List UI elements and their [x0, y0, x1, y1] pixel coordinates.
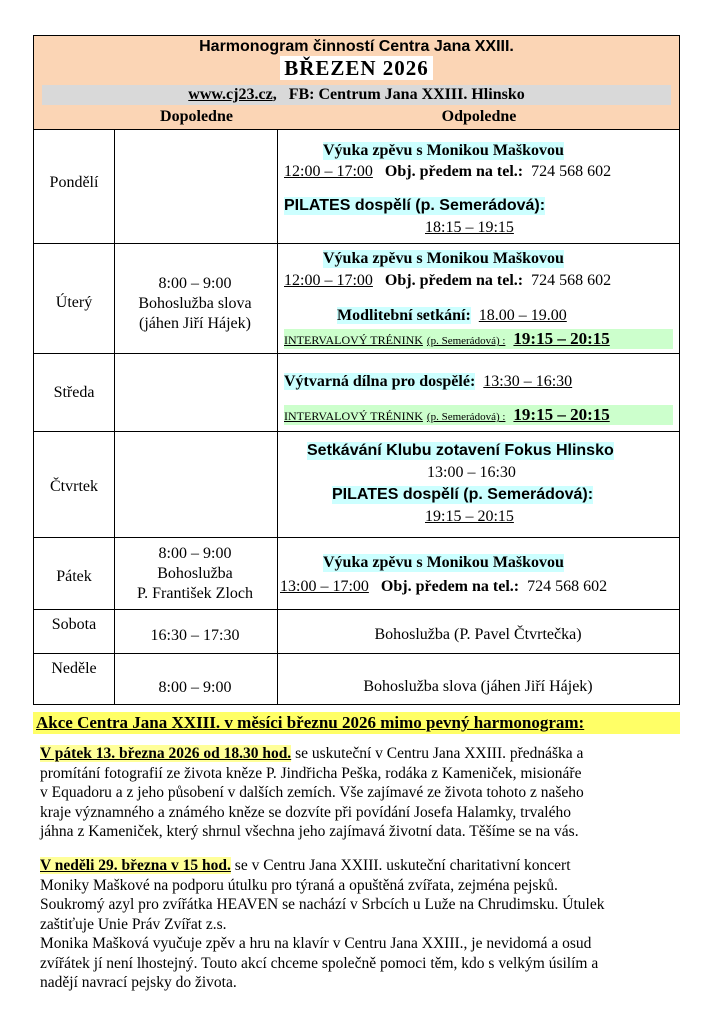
row-streda	[34, 353, 679, 432]
paragraph-line: Moniky Maškové na podporu útulku pro týraná a opuštěná zvířata, zejména pejsků.	[40, 876, 558, 894]
row-ctvrtek	[34, 431, 679, 538]
day-label: Neděle	[51, 660, 97, 677]
row-utery	[34, 243, 679, 354]
activity-time-line	[337, 307, 567, 325]
am-event: Bohoslužba slova	[138, 295, 252, 312]
column-header-am: Dopoledne	[160, 108, 233, 125]
phone-number: 724 568 602	[527, 578, 608, 595]
day-label: Čtvrtek	[50, 478, 98, 495]
time-range: 13:30 – 16:30	[483, 373, 573, 390]
time-range: 13:00 – 16:30	[427, 464, 516, 481]
activity-title: INTERVALOVÝ TRÉNINK	[284, 409, 423, 423]
row-nedele	[34, 653, 679, 706]
activity-title: Výuka zpěvu s Monikou Maškovou	[323, 250, 564, 267]
paragraph-line: kraje významného a známého kněze se dozvíte při povídání Josefa Halamky, trvalého	[40, 803, 571, 821]
time-range: 18.00 – 19.00	[478, 307, 567, 324]
activity-title: Setkávání Klubu zotavení Fokus Hlinsko	[307, 442, 614, 459]
time-range: 12:00 – 17:00	[284, 163, 373, 180]
paragraph-line: zvířátek jí není lhostejný. Touto akcí chceme společně pomoci těm, kdo s velkým úsilím a	[40, 954, 599, 972]
paragraph-line: Soukromý azyl pro zvířátka HEAVEN se nachází v Srbcích u Luže na Chrudimsku. Útulek	[40, 896, 605, 913]
activity-title: Výuka zpěvu s Monikou Maškovou	[323, 554, 564, 571]
booking-label: Obj. předem na tel.:	[380, 578, 520, 595]
am-cell	[114, 544, 276, 604]
activity-time-line	[284, 405, 673, 425]
pm-event: Bohoslužba (P. Pavel Čtvrtečka)	[374, 626, 582, 643]
phone-number: 724 568 602	[531, 163, 612, 180]
day-label: Pondělí	[49, 174, 99, 191]
activity-time-line	[280, 578, 607, 596]
paragraph-line: se v Centru Jana XXIII. uskuteční charitativní koncert	[230, 857, 571, 874]
booking-label: Obj. předem na tel.:	[384, 163, 524, 180]
paragraph-line: Monika Mašková vyučuje zpěv a hru na klavír v Centru Jana XXIII., je nevidomá a osud	[40, 935, 592, 952]
time-range: 13:00 – 17:00	[280, 578, 369, 595]
activity-title: Výuka zpěvu s Monikou Maškovou	[323, 142, 564, 159]
event-date-highlight: V pátek 13. března 2026 od 18.30 hod.	[40, 745, 292, 762]
day-label: Sobota	[51, 616, 97, 633]
activity-time-line	[284, 373, 572, 391]
activity-title: Výtvarná dílna pro dospělé:	[284, 373, 476, 390]
paragraph-line: v Equadoru a z jeho působení v dalších zemích. Vše zajímavé ze života tohoto z našeho	[40, 784, 584, 801]
activity-title: Modlitební setkání:	[337, 307, 471, 324]
instructor-label: (p. Semerádová) :	[426, 411, 506, 423]
am-time: 8:00 – 9:00	[158, 679, 232, 696]
paragraph-line: se uskuteční v Centru Jana XXIII. přednáška a	[291, 745, 584, 762]
activity-title: INTERVALOVÝ TRÉNINK	[284, 333, 423, 347]
time-range: 19:15 – 20:15	[425, 508, 514, 525]
paragraph-line: nadějí navrací pejsky do života.	[40, 974, 237, 991]
paragraph-line: promítání fotografií ze života kněze P. Jindřicha Peška, rodáka z Kameniček, misionáře	[40, 764, 582, 782]
events-heading: Akce Centra Jana XXIII. v měsíci březnu 2026 mimo pevný harmonogram:	[33, 712, 680, 734]
schedule-title: Harmonogram činností Centra Jana XXIII.	[199, 38, 514, 55]
am-officiant: (jáhen Jiří Hájek)	[139, 315, 251, 332]
am-time: 8:00 – 9:00	[158, 545, 232, 562]
month-label: BŘEZEN 2026	[280, 56, 433, 80]
time-range: 19:15 – 20:15	[513, 329, 610, 348]
paragraph-line: jáhna z Kameniček, který shrnul všechna jeho zajímavá životní data. Těšíme se na vás.	[40, 823, 579, 840]
am-cell	[114, 274, 276, 334]
am-event: Bohoslužba	[157, 565, 233, 582]
time-range: 19:15 – 20:15	[513, 405, 610, 424]
time-range: 18:15 – 19:15	[425, 219, 514, 236]
booking-label: Obj. předem na tel.:	[384, 272, 524, 289]
facebook-label: FB: Centrum Jana XXIII. Hlinsko	[288, 86, 525, 103]
schedule-table	[33, 35, 680, 705]
event-paragraph-1	[40, 744, 675, 842]
instructor-label: (p. Semerádová) :	[426, 335, 506, 347]
day-label: Úterý	[55, 294, 93, 311]
table-header	[34, 36, 679, 129]
activity-title: PILATES dospělí (p. Semerádová):	[332, 486, 594, 503]
activity-title: PILATES dospělí (p. Semerádová):	[284, 197, 546, 214]
activity-time-line	[284, 163, 611, 181]
day-label: Středa	[53, 384, 95, 401]
month-title	[34, 56, 679, 81]
event-date-highlight: V neděli 29. března v 15 hod.	[40, 857, 231, 874]
column-header-pm: Odpoledne	[441, 108, 517, 125]
pm-event: Bohoslužba slova (jáhen Jiří Hájek)	[363, 678, 593, 695]
phone-number: 724 568 602	[531, 272, 612, 289]
am-officiant: P. František Zloch	[137, 585, 253, 602]
website-link[interactable]: www.cj23.cz	[188, 86, 273, 103]
row-sobota	[34, 609, 679, 654]
row-patek	[34, 537, 679, 610]
activity-time-line	[284, 272, 611, 290]
day-label: Pátek	[56, 568, 92, 585]
contact-bar: www.cj23.cz, FB: Centrum Jana XXIII. Hlinsko	[42, 85, 671, 105]
activity-time-line	[284, 329, 673, 349]
event-paragraph-2	[40, 856, 675, 993]
am-time: 8:00 – 9:00	[158, 275, 232, 292]
time-range: 12:00 – 17:00	[284, 272, 373, 289]
am-time: 16:30 – 17:30	[150, 627, 240, 644]
row-pondeli	[34, 129, 679, 244]
paragraph-line: zaštiťuje Unie Práv Zvířat z.s.	[40, 915, 227, 933]
